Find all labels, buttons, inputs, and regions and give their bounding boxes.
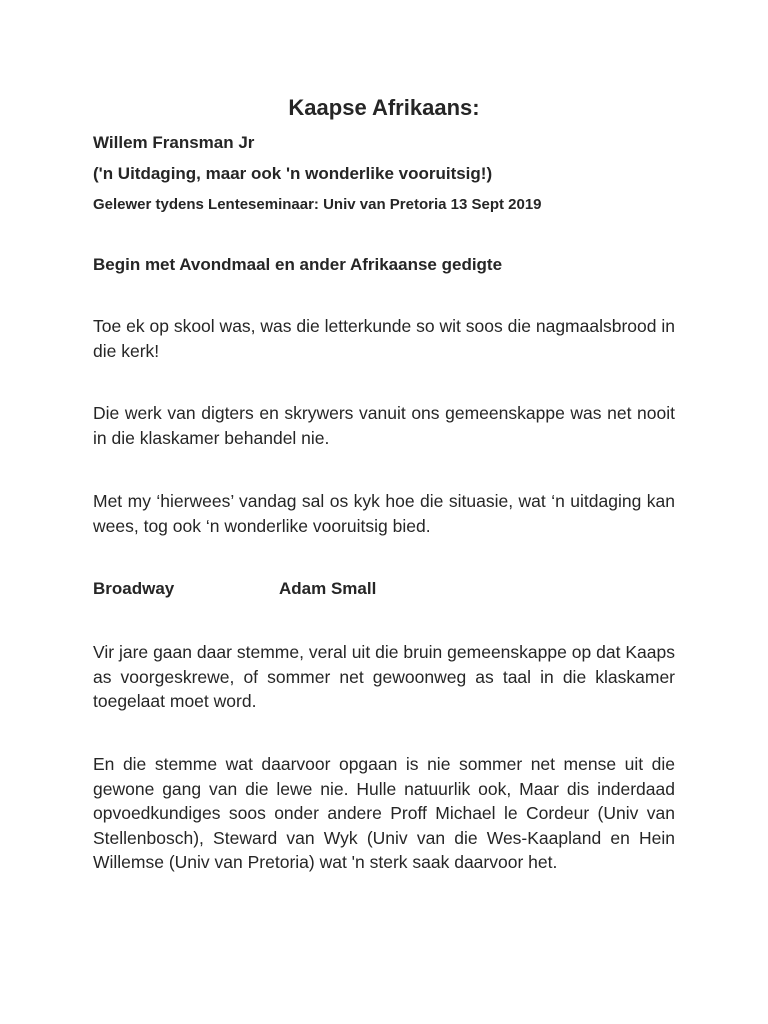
paragraph-3: Met my ‘hierwees’ vandag sal os kyk hoe die situasie, wat ‘n uitdaging kan wees, tog ook ‘n wonderlike vooruitsig bied.	[93, 491, 675, 536]
poem-title: Broadway	[93, 579, 175, 598]
paragraph-1: Toe ek op skool was, was die letterkunde so wit soos die nagmaalsbrood in die kerk!	[93, 316, 675, 361]
paragraph-4: Vir jare gaan daar stemme, veral uit die bruin gemeenskappe op dat Kaaps as voorgeskrewe, of sommer net gewoonweg as taal in die klaskamer toegelaat moet word.	[93, 642, 675, 711]
poem-author: Adam Small	[279, 579, 377, 598]
paragraph-5: En die stemme wat daarvoor opgaan is nie sommer net mense uit die gewone gang van die lewe nie. Hulle natuurlik ook, Maar dis inderdaad opvoedkundiges soos onder andere Proff Michael le Cordeur (Univ van Stellenbosch), Steward van Wyk (Univ van die Wes-Kaapland en Hein Willemse (Univ van Pretoria) wat 'n sterk saak daarvoor het.	[93, 754, 675, 872]
document-title: Kaapse Afrikaans:	[288, 95, 480, 120]
author-name: Willem Fransman Jr	[93, 133, 255, 152]
paragraph-2: Die werk van digters en skrywers vanuit ons gemeenskappe was net nooit in die klaskamer behandel nie.	[93, 403, 675, 448]
document-subtitle: ('n Uitdaging, maar ook 'n wonderlike vooruitsig!)	[93, 164, 493, 183]
section-heading: Begin met Avondmaal en ander Afrikaanse gedigte	[93, 255, 503, 274]
delivery-note: Gelewer tydens Lenteseminaar: Univ van Pretoria 13 Sept 2019	[93, 196, 542, 213]
